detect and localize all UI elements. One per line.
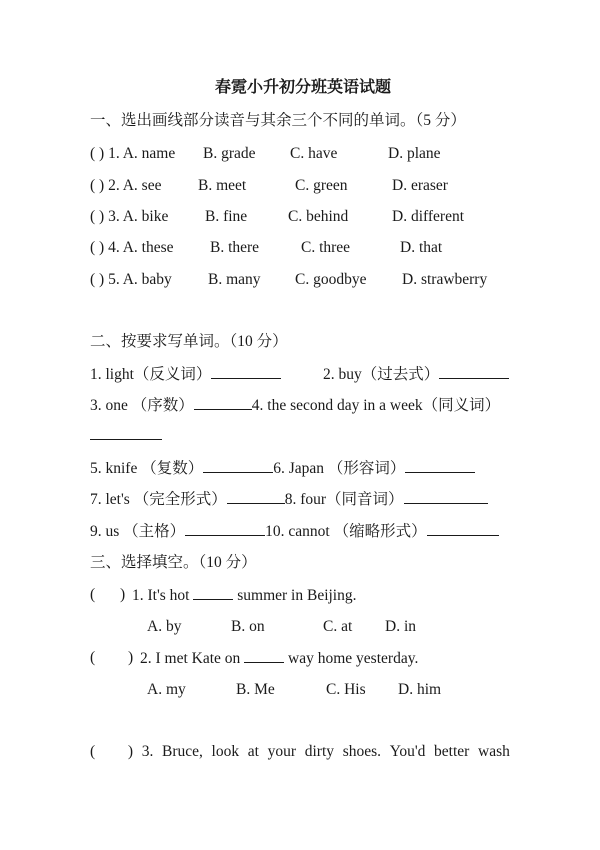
answer-paren-close: ) xyxy=(120,586,126,603)
word-question xyxy=(323,364,509,385)
question-text: 4. the second day in a week（同义词） xyxy=(251,397,501,414)
answer-blank[interactable] xyxy=(185,521,265,536)
answer-blank[interactable] xyxy=(439,364,509,379)
option-c: C. behind xyxy=(288,208,349,225)
answer-blank[interactable] xyxy=(404,489,488,504)
option-d: D. him xyxy=(398,681,442,698)
question-text xyxy=(132,585,357,606)
answer-blank[interactable] xyxy=(211,364,281,379)
question-text: 3. one （序数） xyxy=(90,397,194,414)
option-d: D. plane xyxy=(388,145,441,162)
question-text: 2. buy（过去式） xyxy=(323,366,440,383)
answer-blank[interactable] xyxy=(193,585,233,600)
word-question xyxy=(90,364,281,385)
question-stem: ( ) 3. A. bike xyxy=(90,208,169,225)
question-text xyxy=(140,648,418,669)
answer-blank[interactable] xyxy=(203,458,273,473)
section3-heading: 三、选择填空。（10 分） xyxy=(90,554,257,571)
word: better xyxy=(434,743,470,760)
question-text: 8. four（同音词） xyxy=(284,491,404,508)
word: Bruce, xyxy=(161,743,203,760)
question-text: 10. cannot （缩略形式） xyxy=(265,523,427,540)
question-stem: ( ) 4. A. these xyxy=(90,239,174,256)
answer-paren-open: ( xyxy=(90,743,96,760)
word: You'd xyxy=(389,743,426,760)
question-text: 1. light（反义词） xyxy=(90,366,212,383)
option-c: C. green xyxy=(295,177,348,194)
option-d: D. strawberry xyxy=(402,271,488,288)
question-stem: 1. It's hot xyxy=(132,587,190,604)
word-question-row xyxy=(90,395,500,416)
option-b: B. fine xyxy=(205,208,248,225)
answer-blank[interactable] xyxy=(90,425,162,440)
word-question-continued xyxy=(90,425,162,446)
question-stem: ( ) 2. A. see xyxy=(90,177,162,194)
option-a: A. by xyxy=(147,618,182,635)
option-d: D. eraser xyxy=(392,177,448,194)
word-question-row xyxy=(90,489,488,510)
answer-paren-open: ( xyxy=(90,649,96,666)
answer-paren-open: ( xyxy=(90,586,96,603)
answer-blank[interactable] xyxy=(227,489,285,504)
option-c: C. at xyxy=(323,618,353,635)
word-question-row xyxy=(90,458,475,479)
word: your xyxy=(267,743,297,760)
option-c: C. goodbye xyxy=(295,271,367,288)
option-d: D. different xyxy=(392,208,465,225)
word: dirty xyxy=(304,743,335,760)
option-b: B. there xyxy=(210,239,260,256)
answer-blank[interactable] xyxy=(405,458,475,473)
question-text: 6. Japan （形容词） xyxy=(273,460,406,477)
answer-blank[interactable] xyxy=(194,395,252,410)
word: 3. xyxy=(141,743,154,760)
question-text: 5. knife （复数） xyxy=(90,460,204,477)
answer-paren-close: ) xyxy=(127,743,134,760)
question-text: 7. let's （完全形式） xyxy=(90,491,227,508)
section1-heading: 一、选出画线部分读音与其余三个不同的单词。（5 分） xyxy=(90,112,466,129)
answer-blank[interactable] xyxy=(427,521,499,536)
word: wash xyxy=(478,743,510,760)
question-stem: 2. I met Kate on xyxy=(140,650,241,667)
question-stem: ( ) 5. A. baby xyxy=(90,271,172,288)
option-c: C. have xyxy=(290,145,338,162)
option-d: D. that xyxy=(400,239,443,256)
word: at xyxy=(247,743,259,760)
word: shoes. xyxy=(342,743,382,760)
question-stem: ( ) 1. A. name xyxy=(90,145,176,162)
page-title: 春霓小升初分班英语试题 xyxy=(215,79,392,96)
option-b: B. meet xyxy=(198,177,247,194)
option-a: A. my xyxy=(147,681,186,698)
word-question-row xyxy=(90,521,499,542)
option-b: B. many xyxy=(208,271,261,288)
option-c: C. His xyxy=(326,681,366,698)
option-b: B. grade xyxy=(203,145,256,162)
option-d: D. in xyxy=(385,618,416,635)
question-stem: way home yesterday. xyxy=(288,650,419,667)
option-c: C. three xyxy=(301,239,351,256)
word: look xyxy=(211,743,240,760)
option-b: B. Me xyxy=(236,681,275,698)
answer-blank[interactable] xyxy=(244,648,284,663)
section2-heading: 二、按要求写单词。（10 分） xyxy=(90,333,288,350)
option-b: B. on xyxy=(231,618,265,635)
question-text: 9. us （主格） xyxy=(90,523,186,540)
choice-question-justified xyxy=(90,742,510,762)
question-stem: summer in Beijing. xyxy=(237,587,357,604)
answer-paren-close: ) xyxy=(128,649,134,666)
